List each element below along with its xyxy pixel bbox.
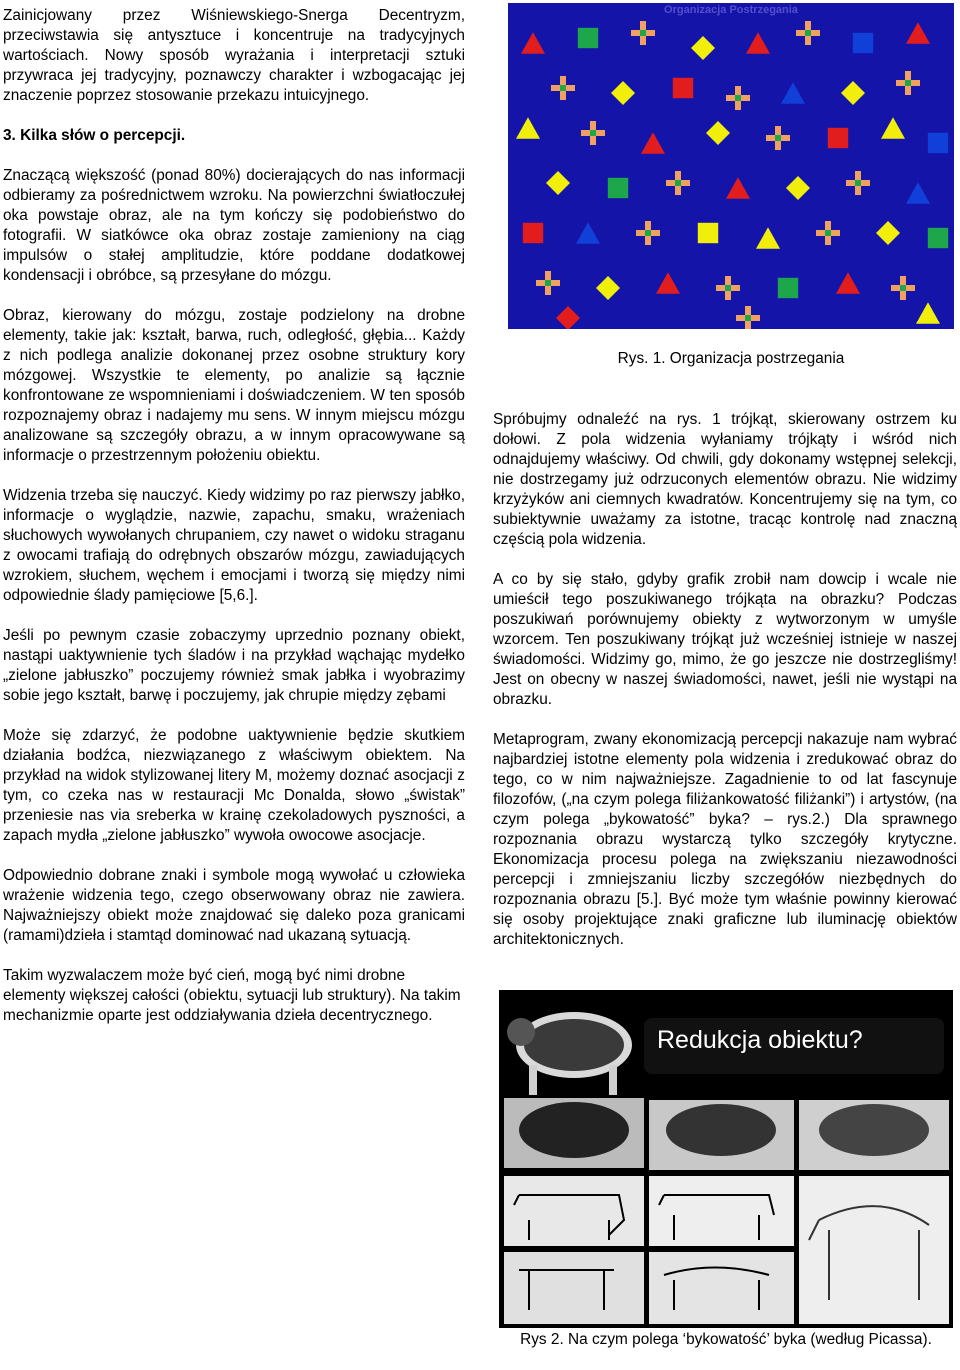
paragraph-brain: Obraz, kierowany do mózgu, zostaje podzielony na drobne elementy, takie jak: kształt, barwa, ruch, odległość, głębia... Każdy z nich podlega analizie dokonanej przez osobne struktury kory mózgowej. Wszystkie te elementy, po analizie są łącznie konfrontowane ze wspomnieniami i doświadczeniem. W ten sposób rozpoznajemy obraz i nadajemy mu sens. W innym miejscu mózgu analizowane są szczegóły obrazu, a w innym opracowywane są informacje o przestrzennym położeniu obiektu. [3, 307, 465, 464]
paragraph-symbols: Odpowiednio dobrane znaki i symbole mogą wywołać u człowieka wrażenie widzenia tego, czego obserwowany obraz nie zawiera. Najważniejszy obiekt może znajdować się daleko poza granicami (ramami)dzieła i stamtąd dominować nad ukazaną sytuacją. [3, 867, 465, 944]
paragraph-learning: Widzenia trzeba się nauczyć. Kiedy widzimy po raz pierwszy jabłko, informacje o wyglądzie, nazwie, zapachu, smaku, wrażeniach słuchowych wywołanych chrupaniem, czy nawet o widoku straganu z owocami trafiają do odrębnych obszarów mózgu, zawiadujących wzrokiem, słuchem, węchem i emocjami i tworzą się między nimi odpowiednie ślady pamięciowe [5,6.]. [3, 487, 465, 604]
square-shape [673, 78, 693, 98]
paragraph-association: Może się zdarzyć, że podobne uaktywnienie będzie skutkiem działania bodźca, niezwiązanego z właściwym obiektem. Na przykład na widok stylizowanej litery M, możemy doznać asocjacji z tym, co czeka nas w restauracji Mc Donalda, słowo „świstak” przeniesie nas via sreberka w krainę czekoladowych pyszności, a zapach mydła „zielone jabłuszko” wywoła owocowe asocjacje. [3, 727, 465, 844]
paragraph-metaprogram: Metaprogram, zwany ekonomizacją percepcji nakazuje nam wybrać najbardziej istotne elementy pola widzenia i zredukować obraz do tego, co w nim najważniejsze. Zagadnienie to od lat fascynuje filozofów, („na czym polega filiżankowatość filiżanki”) i artystów, (na czym polega „bykowatość” byka? – rys.2.) Dla sprawnego rozpoznania obrazu wystarczą tylko szczegóły krytyczne. Ekonomizacja procesu polega na zwiększaniu niezawodności percepcji i zmniejszaniu liczby szczegółów niezbędnych do rozpoznania obrazu [5.]. Być może tym właśnie powinny kierować się osoby projektujące znaki graficzne lub iluminację obiektów architektonicznych. [493, 731, 957, 948]
figure-title: Organizacja Postrzegania [664, 4, 798, 16]
figure2-caption: Rys 2. Na czym polega ‘bykowatość’ byka (według Picassa). [520, 1331, 932, 1348]
cross-center-shape [900, 285, 906, 291]
square-shape [928, 133, 948, 153]
square-shape [698, 223, 718, 243]
cross-center-shape [675, 180, 681, 186]
right-column [493, 410, 957, 950]
figure1-caption: Rys. 1. Organizacja postrzegania [617, 350, 845, 367]
intro-paragraph: Zainicjowany przez Wiśniewskiego-Snerga Decentryzm, przeciwstawia się antysztuce i koncentruje na tradycyjnych wartościach. Nowy sposób wyrażania i interpretacji sztuki przywraca jej tradycyjny, poznawczy charakter i wzbogacając jej znaczenie poprzez stosowanie przekazu intuicyjnego. [3, 7, 465, 104]
cross-center-shape [590, 130, 596, 136]
bull-1 [507, 1012, 632, 1095]
section-heading: 3. Kilka słów o percepcji. [3, 127, 186, 144]
cross-center-shape [805, 30, 811, 36]
paragraph-triangle: Spróbujmy odnaleźć na rys. 1 trójkąt, skierowany ostrzem ku dołowi. Z pola widzenia wyłaniamy trójkąty i wśród nich odnajdujemy właściwy. Od chwili, gdy dokonamy wstępnej selekcji, nie dostrzegamy już odrzuconych elementów obrazu. Nie widzimy krzyżyków ani ciemnych kwadratów. Koncentrujemy się na tym, co subiektywnie uważamy za istotne, tracąc kontrolę nad znaczną częścią pola widzenia. [493, 411, 957, 548]
bull-row-4 [504, 1252, 794, 1324]
cross-center-shape [735, 95, 741, 101]
square-shape [928, 228, 948, 248]
figure-perception-image [508, 3, 954, 329]
square-shape [778, 278, 798, 298]
cross-center-shape [560, 85, 566, 91]
square-shape [578, 28, 598, 48]
cross-center-shape [640, 30, 646, 36]
cross-center-shape [825, 230, 831, 236]
cross-center-shape [645, 230, 651, 236]
square-shape [523, 223, 543, 243]
cross-center-shape [855, 180, 861, 186]
paragraph-recognition: Jeśli po pewnym czasie zobaczymy uprzednio poznany obiekt, nastąpi uaktywnienie tych śladów i na przykład wąchając mydełko „zielone jabłuszko” poczujemy również smak jabłka i wyobrazimy sobie jego kształt, barwę i poczujemy, jak chrupie między zębami [3, 627, 465, 704]
square-shape [828, 128, 848, 148]
figure2-title: Redukcja obiektu? [657, 1026, 863, 1054]
bull-row-2 [504, 1098, 949, 1170]
figure-bull-reduction [499, 990, 953, 1328]
paragraph-joke: A co by się stało, gdyby grafik zrobił nam dowcip i wcale nie umieścił tego poszukiwanego trójkąta na obrazku? Podczas poszukiwań porównujemy obiekty z wytworzonym w umyśle wzorcem. Ten poszukiwany trójkąt już wcześniej istnieje w naszej świadomości. Widzimy go, mimo, że go jeszcze nie dostrzegliśmy! Jest on obecny w naszej świadomości, nawet, jeśli nie wystąpi na obrazku. [493, 571, 957, 708]
paragraph-vision: Znaczącą większość (ponad 80%) docierających do nas informacji odbieramy za pośrednictwem wzroku. Na powierzchni światłoczułej oka powstaje obraz, ale na tym kończy się podobieństwo do fotografii. W siatkówce oka obraz zostaje zamieniony na ciąg impulsów o stałej amplitudzie, które poddane dodatkowej kondensacji i obróbce, są przesyłane do mózgu. [3, 167, 465, 284]
cross-center-shape [775, 135, 781, 141]
cross-center-shape [545, 280, 551, 286]
cross-center-shape [745, 315, 751, 321]
paragraph-trigger: Takim wyzwalaczem może być cień, mogą być nimi drobne elementy większej całości (obiektu, sytuacji lub struktury). Na takim mechanizmie oparte jest oddziaływania dzieła decentrycznego. [3, 967, 461, 1024]
left-column [3, 6, 465, 1026]
square-shape [853, 33, 873, 53]
square-shape [608, 178, 628, 198]
cross-center-shape [905, 80, 911, 86]
cross-center-shape [725, 285, 731, 291]
bull-drawings [499, 990, 953, 1328]
